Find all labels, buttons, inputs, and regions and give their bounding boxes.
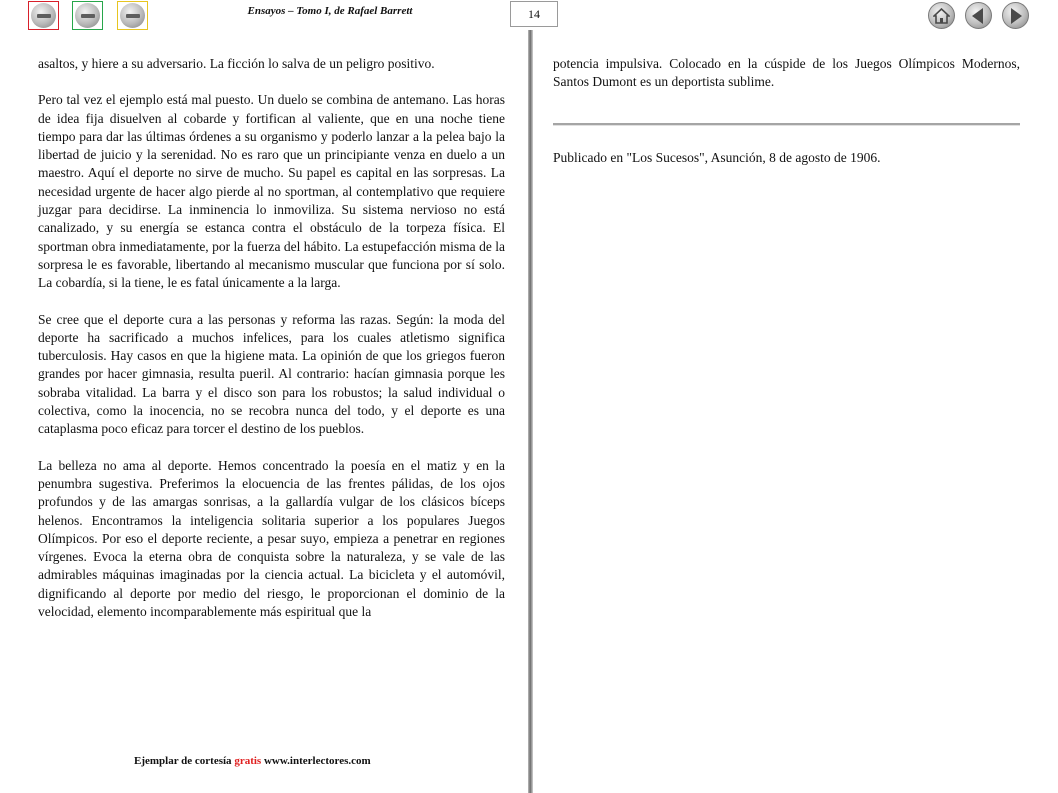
paragraph: Pero tal vez el ejemplo está mal puesto. Un duelo se combina de antemano. Las horas de idea fija disuelven al cobarde y fortifican al valiente, que en una noche tiene tiempo para dar las últimas órdenes a su organismo y poderlo lanzar a la pelea bajo la libertad de juicio y la serenidad. No es raro que un principiante venza en duelo a un maestro. Aquí el deporte no sirve de mucho. Su papel es capital en las sorpresas. La necesidad urgente de hacer algo pierde al no sportman, al contemplativo que requiere juzgar para decidirse. La inminencia lo inmoviliza. Su sistema nervioso no está canalizado, y su energía se estanca contra el obstáculo de la torpeza física. El sportman obra inmediatamente, por la fuerza del hábito. La estupefacción misma de la sorpresa le es favorable, libertando al mecanismo muscular que funciona por sí solo. La cobardía, si la tiene, le es fatal únicamente a la larga. (38, 92, 505, 291)
horizontal-rule (553, 123, 1020, 126)
page-header-title: Ensayos – Tomo I, de Rafael Barrett (247, 5, 413, 17)
window-button-green[interactable] (72, 1, 103, 30)
minus-icon (37, 14, 51, 18)
page-number: 14 (510, 1, 558, 27)
next-page-button[interactable] (1002, 2, 1029, 29)
paragraph: Se cree que el deporte cura a las personas y reforma las razas. Según: la moda del deporte ha sacrificado a muchos infelices, para los cuales atletismo significa tuberculosis. Hay casos en que la higiene mata. La opinión de que los griegos fueron grandes por hacer gimnasia, resulta pueril. Al contrario: hacían gimnasia porque les sobraba vitalidad. La barra y el disco son para los robustos; la salud individual o colectiva, como la inocencia, no se recobra nunca del todo, y el deporte es una cataplasma poco eficaz para torcer el destino de los pueblos. (38, 311, 505, 437)
footer-url-link[interactable]: www.interlectores.com (263, 755, 371, 767)
home-button[interactable] (928, 2, 955, 29)
column-divider (528, 30, 533, 793)
right-arrow-icon (1011, 8, 1022, 24)
publication-note: Publicado en "Los Sucesos", Asunción, 8 de agosto de 1906. (553, 150, 881, 165)
left-arrow-icon (972, 8, 983, 24)
home-icon (933, 8, 950, 24)
minus-icon (81, 14, 95, 18)
minus-icon (126, 14, 140, 18)
footer (134, 755, 371, 767)
window-button-yellow[interactable] (117, 1, 148, 30)
left-column (38, 55, 505, 639)
paragraph: asaltos, y hiere a su adversario. La ficción lo salva de un peligro positivo. (38, 56, 435, 71)
paragraph: La belleza no ama al deporte. Hemos concentrado la poesía en el matiz y en la penumbra sugestiva. Preferimos la elocuencia de las frentes pálidas, de los ojos profundos y de las amargas sonrisas, a la gallardía vulgar de los clásicos bíceps helenos. Encontramos la inteligencia solitaria superior a los populares Juegos Olímpicos. Por eso el deporte reciente, a pesar suyo, empieza a penetrar en regiones vírgenes. Evoca la eterna obra de conquista sobre la naturaleza, y se vale de las admirables máquinas imaginadas por la ciencia actual. La bicicleta y el automóvil, dignificando al deporte por medio del riesgo, le proporcionan el dominio de la velocidad, elemento incomparablemente más espiritual que la (38, 457, 505, 620)
paragraph: potencia impulsiva. Colocado en la cúspide de los Juegos Olímpicos Modernos, Santos Dumont es un deportista sublime. (553, 56, 1020, 90)
footer-prefix: Ejemplar de cortesía (134, 755, 232, 767)
right-column (553, 55, 1020, 92)
previous-page-button[interactable] (965, 2, 992, 29)
footer-gratis: gratis (234, 755, 262, 767)
window-button-red[interactable] (28, 1, 59, 30)
